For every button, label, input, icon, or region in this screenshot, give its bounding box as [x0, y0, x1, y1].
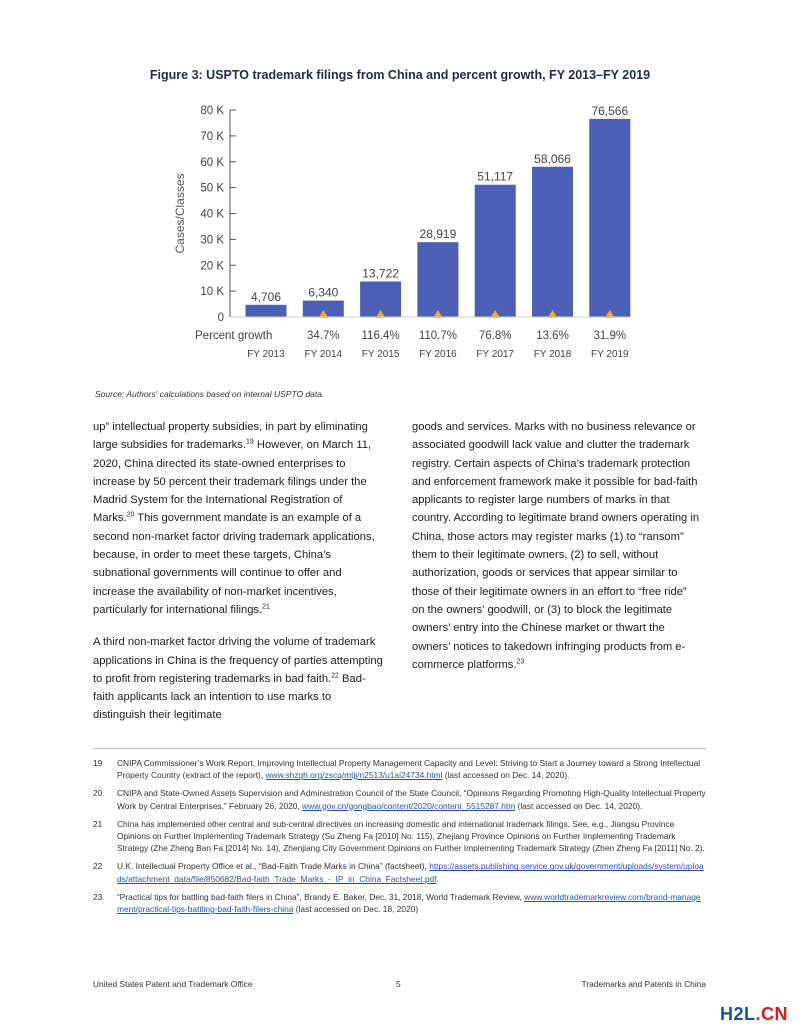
growth-row-label: Percent growth	[195, 330, 273, 342]
page-number: 5	[396, 979, 401, 989]
watermark-part: .CN	[755, 1004, 788, 1024]
footnote-link[interactable]: www.worldtrademarkreview.com/brand-management/practical-tips-battling-bad-faith-filers-china	[117, 891, 701, 915]
footnote-text: (last accessed on Dec. 18, 2020)	[293, 904, 419, 915]
footnote-link[interactable]: www.gov.cn/gongbao/content/2020/content_5515287.htm	[302, 800, 516, 811]
growth-value-label: 34.7%	[306, 330, 340, 342]
body-paragraph	[93, 633, 383, 724]
body-text: However, on March 11, 2020, China directed its state-owned enterprises to increase by 50 percent their trademark filings under the Madrid System for the International Registration of Marks.	[93, 439, 372, 525]
footnote-text: CNIPA Commissioner’s Work Report, Improving Intellectual Property Management Capacity and Level: Striving to Start a Journey toward a Strong Intellectual Property Country (extract of the report),	[117, 758, 701, 781]
footnote-text: U.K. Intellectual Property Office et al., “Bad-Faith Trade Marks in China” (factsheet),	[117, 861, 430, 872]
growth-value-label: 13.6%	[536, 330, 569, 342]
x-tick-label: FY 2015	[361, 349, 400, 360]
x-tick-label: FY 2014	[304, 349, 343, 360]
watermark-logo	[720, 1004, 788, 1025]
body-text: goods and services. Marks with no business relevance or associated goodwill lack value and clutter the trademark registry. Certain aspects of China’s trademark protection and enforcement framework make it possible for bad-faith applicants to register large numbers of marks in that country. According to legitimate brand owners operating in China, those actors may register marks (1) to “ransom” them to their legitimate owners, (2) to sell, without authorization, goods or services that appear similar to those of their legitimate owners in an effort to “free ride” on the owners’ goodwill, or (3) to block the legitimate owners’ entry into the Chinese market or thwart the owners’ notices to takedown infringing products from e-commerce platforms.	[412, 421, 700, 671]
x-tick-label: FY 2017	[476, 349, 515, 360]
body-column-left	[93, 418, 383, 739]
footnote-text: (last accessed on Dec. 14, 2020).	[515, 800, 643, 811]
x-tick-label: FY 2016	[419, 349, 457, 360]
footnote-ref[interactable]: 19	[245, 438, 254, 446]
bar-fy-2019	[589, 119, 630, 317]
footnote-ref[interactable]: 23	[516, 658, 525, 666]
bar-fy-2016	[417, 242, 458, 317]
y-tick-label: 50 K	[200, 182, 224, 195]
bar-value-label: 13,722	[362, 266, 399, 281]
footnote-divider	[93, 748, 706, 749]
y-tick-label: 30 K	[200, 234, 224, 247]
bar-value-label: 28,919	[419, 227, 457, 242]
growth-value-label: 31.9%	[593, 330, 627, 342]
y-tick-label: 10 K	[200, 286, 224, 299]
bar-chart	[160, 95, 640, 370]
footnote-19	[93, 757, 706, 781]
body-text: up” intellectual property subsidies, in part by eliminating large subsidies for trademarks.	[93, 421, 368, 452]
growth-value-label: 116.4%	[361, 330, 400, 342]
x-tick-label: FY 2018	[533, 349, 572, 360]
footnote-text: “Practical tips for battling bad-faith filers in China”, Brandy E. Baker, Dec. 31, 2018, World Trademark Review,	[117, 891, 525, 902]
y-tick-label: 40 K	[200, 208, 224, 221]
footnote-ref[interactable]: 22	[331, 672, 339, 680]
x-tick-label: FY 2019	[590, 349, 629, 360]
footnote-21	[93, 818, 706, 855]
footer-document-title: Trademarks and Patents in China	[581, 979, 706, 989]
footnote-link[interactable]: www.shzgh.org/zscq/mtjj/n2513/u1ai24734.html	[265, 770, 443, 781]
footnote-ref[interactable]: 21	[262, 603, 270, 611]
bar-value-label: 6,340	[308, 285, 339, 300]
y-tick-label: 60 K	[200, 156, 224, 169]
figure-title: Figure 3: USPTO trademark filings from China and percent growth, FY 2013–FY 2019	[149, 68, 651, 82]
y-tick-label: 0	[217, 312, 224, 324]
footnote-text: China has implemented other central and sub-central directives on increasing domestic and international trademark filings. See, e.g., Jiangsu Province Opinions on Further Implementing Trademark Strategy (Su Zheng Fa [2010] No. 115), Zhejiang Province Opinions on Further Implementing Trademark Strategy (Zhe Zheng Ban Fa [2014] No. 14), Zhenjiang City Government Opinions on Further Implementing Trademark Strategy (Zhen Zheng Fa [2011] No. 2).	[117, 818, 705, 854]
bar-fy-2013	[246, 305, 287, 317]
footnote-number: 22	[93, 861, 103, 872]
footnote-number: 20	[93, 788, 103, 799]
footnote-20	[93, 787, 706, 811]
bar-value-label: 4,706	[250, 289, 282, 304]
bar-value-label: 51,117	[477, 169, 514, 184]
footnote-link[interactable]: https://assets.publishing.service.gov.uk/government/uploads/system/uploads/attachment_data/file/850682/Bad-faith_Trade_Marks_-_IP_in_China_Factsheet.pdf	[117, 861, 704, 884]
footnote-text: .	[436, 873, 439, 884]
footnote-22	[93, 860, 706, 884]
y-axis-label: Cases/Classes	[173, 173, 187, 254]
footnote-23	[93, 891, 706, 915]
body-text: A third non-market factor driving the volume of trademark applications in China is the frequency of parties attempting to profit from registering trademarks in bad faith.	[93, 636, 383, 685]
footnote-text: (last accessed on Dec. 14, 2020).	[442, 770, 570, 781]
figure-source: Source: Authors' calculations based on internal USPTO data.	[95, 389, 325, 399]
body-paragraph	[93, 418, 383, 619]
growth-value-label: 76.8%	[478, 330, 512, 342]
footer-organization: United States Patent and Trademark Office	[93, 979, 253, 989]
bar-value-label: 58,066	[534, 151, 571, 166]
watermark-part: H2L	[719, 1004, 756, 1024]
bar-fy-2018	[532, 167, 573, 317]
growth-value-label: 110.7%	[418, 330, 457, 342]
footnote-text: CNIPA and State-Owned Assets Supervision and Administration Council of the State Council, “Opinions Regarding Promoting High-Quality Intellectual Property Work by Central Enterprises,” February 26, 2020,	[117, 788, 706, 811]
bar-value-label: 76,566	[591, 103, 629, 118]
y-tick-label: 80 K	[200, 105, 224, 117]
bar-fy-2017	[475, 185, 516, 317]
y-tick-label: 20 K	[200, 260, 224, 273]
footnote-ref[interactable]: 20	[126, 511, 135, 519]
body-text: Bad-faith applicants lack an intention to use marks to distinguish their legitimate	[93, 672, 366, 722]
y-tick-label: 70 K	[200, 130, 224, 143]
footnotes	[93, 757, 706, 921]
body-text: This government mandate is an example of a second non-market factor driving trademark applications, because, in order to meet these targets, China’s subnational governments will continue to offer and increase the availability of non-market incentives, particularly for international filings.	[93, 512, 375, 616]
footnote-number: 23	[93, 891, 103, 902]
footnote-number: 21	[93, 818, 103, 829]
x-tick-label: FY 2013	[247, 349, 285, 360]
body-paragraph	[412, 418, 702, 674]
footnote-number: 19	[93, 758, 103, 768]
body-column-right	[412, 418, 702, 688]
